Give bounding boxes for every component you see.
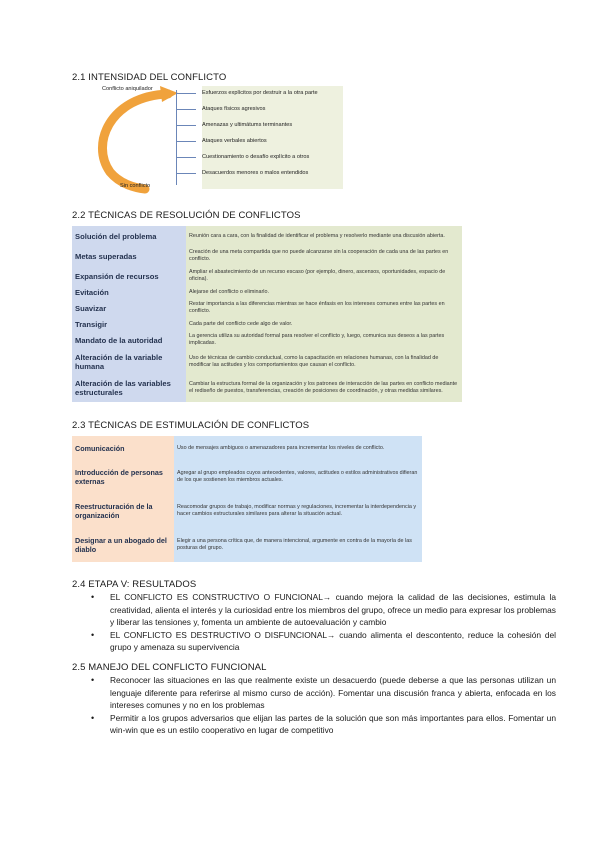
technique-name: Suavizar: [72, 298, 186, 318]
technique-name: Alteración de la variable humana: [72, 350, 186, 374]
technique-description: Cambiar la estructura formal de la organización y los patrones de interacción de las partes en conflicto mediante el rediseño de puestos, transferencias, creación de posiciones de coordinación, y otras medidas similares.: [189, 381, 458, 394]
curved-arrow-icon: [90, 84, 180, 194]
technique-name: Reestructuración de la organización: [72, 494, 174, 528]
technique-description: Elegir a una persona crítica que, de manera intencional, argumente en contra de la mayoría de las posturas del grupo.: [174, 528, 422, 562]
intensity-item: Esfuerzos explícitos por destruir a la otra parte: [202, 90, 318, 96]
technique-description: Uso de técnicas de cambio conductual, como la capacitación en relaciones humanas, con la finalidad de modificar las actitudes y los comportamientos que causan el conflicto.: [189, 355, 439, 368]
technique-description: Cada parte del conflicto cede algo de valor.: [189, 320, 293, 327]
technique-description: Reunión cara a cara, con la finalidad de identificar el problema y resolverlo mediante una discusión abierta.: [189, 232, 445, 239]
technique-description: Agregar al grupo empleados cuyos antecedentes, valores, actitudes o estilos administrativos difieran de los que sostienen los miembros actuales.: [174, 460, 422, 494]
section-heading-management: 2.5 MANEJO DEL CONFLICTO FUNCIONAL: [72, 662, 267, 673]
stimulation-table: [72, 436, 422, 562]
technique-description: Alejarse del conflicto o eliminarlo.: [189, 288, 269, 295]
technique-name: Alteración de las variables estructurales: [72, 374, 186, 402]
technique-name: Introducción de personas externas: [72, 460, 174, 494]
list-item: • Reconocer las situaciones en las que realmente existe un desacuerdo (puede deberse a que las personas utilizan un lenguaje diferente para referirse al mismo curso de acción). Fomentar una discusión franca y abierta, enfocada en los intereses comunes y no en los problemas: [110, 674, 556, 712]
intensity-tick: [176, 125, 196, 126]
table-row: [72, 226, 462, 246]
table-row: [72, 246, 462, 266]
list-item: • EL CONFLICTO ES CONSTRUCTIVO O FUNCIONAL→ cuando mejora la calidad de las decisiones, estimula la creatividad, alienta el interés y la curiosidad entre los miembros del grupo, ofrece un medio para expresar los problemas y liberar las tensiones y, fomenta un ambiente de autoevaluación y cambio: [110, 591, 556, 629]
table-row: [72, 436, 422, 460]
section-heading-results: 2.4 ETAPA V: RESULTADOS: [72, 579, 197, 590]
technique-description: Restar importancia a las diferencias mientras se hace énfasis en los intereses comunes entre las partes en conflicto.: [189, 301, 445, 314]
list-item: • Permitir a los grupos adversarios que elijan las partes de la solución que son más importantes para ellos. Fomentar un win-win que es un estilo cooperativo en lugar de competitivo: [110, 712, 556, 737]
intensity-item: Ataques físicos agresivos: [202, 106, 266, 112]
intensity-tick: [176, 141, 196, 142]
table-row: [72, 494, 422, 528]
intensity-tick: [176, 173, 196, 174]
resolution-table: [72, 226, 462, 402]
technique-description: Uso de mensajes ambiguos o amenazadores para incrementar los niveles de conflicto.: [174, 436, 422, 460]
table-row: [72, 350, 462, 374]
section-heading-intensity: 2.1 INTENSIDAD DEL CONFLICTO: [72, 72, 227, 83]
section-heading-resolution: 2.2 TÉCNICAS DE RESOLUCIÓN DE CONFLICTOS: [72, 210, 301, 221]
technique-description: La gerencia utiliza su autoridad formal para resolver el conflicto y, luego, comunica sus deseos a las partes implicadas.: [189, 333, 445, 346]
intensity-item: Ataques verbales abiertos: [202, 138, 267, 144]
table-row: [72, 374, 462, 402]
technique-description: Ampliar el abastecimiento de un recurso escaso (por ejemplo, dinero, ascensos, oportunidades, espacio de oficina).: [189, 269, 446, 282]
intensity-item: Amenazas y ultimátums terminantes: [202, 122, 293, 128]
management-list: [80, 674, 556, 737]
section-heading-stimulation: 2.3 TÉCNICAS DE ESTIMULACIÓN DE CONFLICTOS: [72, 420, 310, 431]
intensity-tick: [176, 93, 196, 94]
list-item: • EL CONFLICTO ES DESTRUCTIVO O DISFUNCIONAL→ cuando alimenta el descontento, reduce la cohesión del grupo y amenaza su supervivencia: [110, 629, 556, 654]
technique-name: Evitación: [72, 286, 186, 298]
results-list: [80, 591, 556, 654]
intensity-bottom-label: Sin conflicto: [120, 183, 151, 189]
table-row: [72, 460, 422, 494]
table-row: [72, 330, 462, 350]
intensity-item: Desacuerdos menores o malos entendidos: [202, 170, 309, 176]
technique-name: Designar a un abogado del diablo: [72, 528, 174, 562]
technique-name: Metas superadas: [72, 246, 186, 266]
technique-name: Mandato de la autoridad: [72, 330, 186, 350]
technique-name: Solución del problema: [72, 226, 186, 246]
technique-name: Transigir: [72, 318, 186, 330]
technique-name: Expansión de recursos: [72, 266, 186, 286]
intensity-figure: [90, 84, 343, 194]
intensity-item: Cuestionamiento o desafío explícito a otros: [202, 154, 310, 160]
intensity-tick: [176, 109, 196, 110]
intensity-top-label: Conflicto aniquilador: [102, 86, 153, 92]
intensity-axis-line: [176, 90, 177, 185]
table-row: [72, 528, 422, 562]
technique-description: Creación de una meta compartida que no puede alcanzarse sin la cooperación de cada una de las partes en conflicto.: [189, 249, 449, 262]
table-row: [72, 298, 462, 318]
intensity-tick: [176, 157, 196, 158]
technique-description: Reacomodar grupos de trabajo, modificar normas y regulaciones, incrementar la interdependencia y hacer cambios estructurales similares para alterar la situación actual.: [174, 494, 422, 528]
table-row: [72, 318, 462, 330]
table-row: [72, 266, 462, 286]
technique-name: Comunicación: [72, 436, 174, 460]
table-row: [72, 286, 462, 298]
